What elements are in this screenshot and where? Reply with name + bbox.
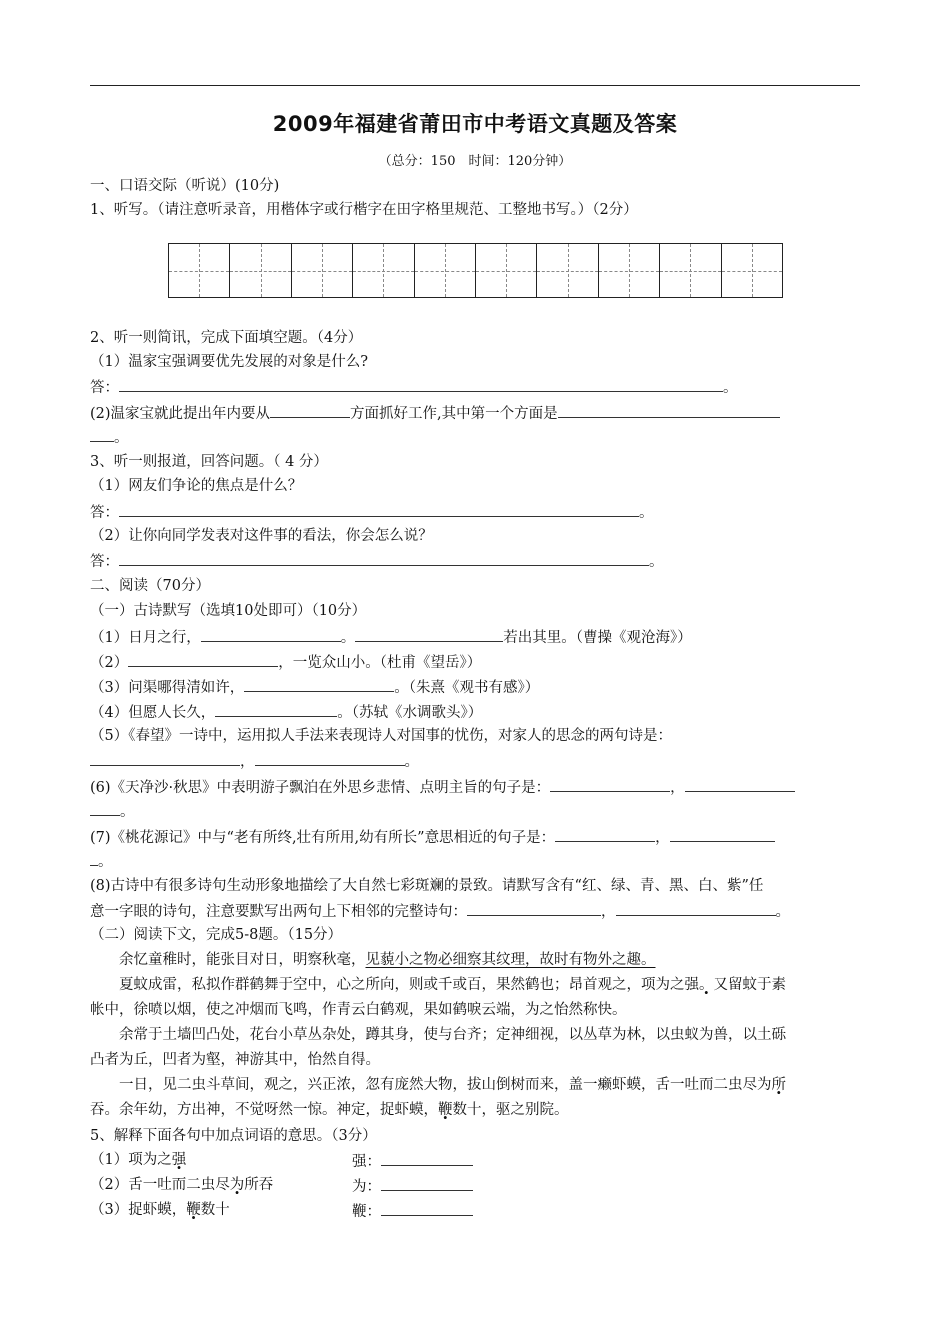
- poetry-item-1: （1）日月之行， 。 若出其里。（曹操《观沧海》）: [90, 626, 865, 648]
- question-3-1: （1）网友们争论的焦点是什么？: [90, 478, 303, 494]
- grid-cell[interactable]: [660, 244, 721, 297]
- dotted-word: 强: [171, 1152, 187, 1168]
- passage-line-3: 帐中，徐喷以烟，使之冲烟而飞鸣，作青云白鹤观，果如鹤唳云端，为之怡然称快。: [90, 1002, 627, 1018]
- grid-cell[interactable]: [169, 244, 230, 297]
- question-3-2: （2）让你向同学发表对这件事的看法，你会怎么说？: [90, 528, 433, 544]
- passage-line-6: 一日，见二虫斗草间，观之，兴正浓，忽有庞然大物，拔山倒树而来，盖一癞虾蟆，舌一吐而二虫尽为所: [119, 1077, 786, 1093]
- question-2-2: (2)温家宝就此提出年内要从 方面抓好工作,其中第一个方面是: [90, 402, 865, 424]
- answer-line: 答： 。: [90, 550, 865, 572]
- answer-blank[interactable]: [128, 651, 278, 667]
- answer-line: 答： 。: [90, 376, 865, 398]
- answer-blank[interactable]: [270, 402, 350, 418]
- answer-line: ， 。: [90, 750, 865, 772]
- grid-cell[interactable]: [415, 244, 476, 297]
- answer-blank[interactable]: [244, 676, 394, 692]
- answer-blank[interactable]: [381, 1150, 473, 1166]
- answer-blank[interactable]: [381, 1200, 473, 1216]
- top-rule: [90, 85, 860, 86]
- grid-cell[interactable]: [476, 244, 537, 297]
- grid-cell[interactable]: [230, 244, 291, 297]
- answer-blank[interactable]: [90, 750, 240, 766]
- dotted-word: 为: [229, 1177, 245, 1193]
- answer-blank[interactable]: [255, 750, 405, 766]
- underlined-sentence: 见藐小之物必细察其纹理，故时有物外之趣。: [365, 952, 656, 968]
- dotted-word: 强: [684, 977, 699, 993]
- answer-blank[interactable]: [215, 701, 337, 717]
- dotted-word: 鞭: [186, 1202, 201, 1218]
- q5-row-2-answer: 为：: [352, 1175, 473, 1197]
- grid-cell[interactable]: [599, 244, 660, 297]
- q5-row-1: （1）项为之强 强：: [90, 1150, 865, 1170]
- answer-blank[interactable]: [119, 376, 723, 392]
- poetry-item-8: (8)古诗中有很多诗句生动形象地描绘了大自然七彩斑斓的景致。请默写含有“红、绿、青、黑、白、紫”任: [90, 878, 764, 894]
- reading-heading: （二）阅读下文，完成5-8题。（15分）: [90, 927, 343, 943]
- answer-blank[interactable]: [201, 626, 341, 642]
- question-2: 2、听一则简讯，完成下面填空题。（4分）: [90, 330, 363, 346]
- poetry-item-5: （5）《春望》一诗中，运用拟人手法来表现诗人对国事的忧伤，对家人的思念的两句诗是：: [90, 728, 672, 744]
- answer-blank[interactable]: [90, 850, 98, 866]
- poetry-heading: （一）古诗默写（选填10处即可）（10分）: [90, 603, 367, 619]
- dictation-grid[interactable]: [168, 243, 783, 298]
- poetry-item-7: (7)《桃花源记》中与“老有所终,壮有所用,幼有所长”意思相近的句子是： ，: [90, 826, 865, 848]
- q5-row-3: （3）捉虾蟆，鞭数十 鞭：: [90, 1200, 865, 1220]
- poetry-item-2: （2） ，一览众山小。（杜甫《望岳》）: [90, 651, 865, 673]
- passage-line-7: 吞。余年幼，方出神，不觉呀然一惊。神定，捉虾蟆，鞭数十，驱之别院。: [90, 1102, 569, 1118]
- grid-cell[interactable]: [537, 244, 598, 297]
- q5-row-1-answer: 强：: [352, 1150, 473, 1172]
- poetry-item-8-cont: 意一字眼的诗句，注意要默写出两句上下相邻的完整诗句： ， 。: [90, 900, 865, 922]
- answer-blank[interactable]: [90, 426, 114, 442]
- question-1: 1、听写。（请注意听录音，用楷体字或行楷字在田字格里规范、工整地书写。）（2分）: [90, 202, 638, 218]
- q5-row-3-answer: 鞭：: [352, 1200, 473, 1222]
- passage-line-4: 余常于土墙凹凸处，花台小草丛杂处，蹲其身，使与台齐；定神细视，以丛草为林，以虫蚁为兽，以土砾: [119, 1027, 786, 1043]
- answer-blank[interactable]: [381, 1175, 473, 1191]
- answer-blank[interactable]: [550, 776, 670, 792]
- poetry-item-4: （4）但愿人长久， 。（苏轼《水调歌头》）: [90, 701, 865, 723]
- answer-blank[interactable]: [616, 900, 776, 916]
- answer-blank[interactable]: [355, 626, 503, 642]
- question-2-1: （1）温家宝强调要优先发展的对象是什么?: [90, 354, 368, 370]
- grid-cell[interactable]: [353, 244, 414, 297]
- page-title: 2009年福建省莆田市中考语文真题及答案: [272, 112, 678, 136]
- question-3: 3、听一则报道，回答问题。（ 4 分）: [90, 454, 328, 470]
- answer-blank[interactable]: [467, 900, 601, 916]
- answer-line: 答： 。: [90, 501, 865, 523]
- answer-line: 。: [90, 426, 865, 448]
- answer-blank[interactable]: [685, 776, 795, 792]
- answer-blank[interactable]: [119, 550, 649, 566]
- answer-line: 。: [90, 800, 865, 822]
- poetry-item-3: （3）问渠哪得清如许， 。（朱熹《观书有感》）: [90, 676, 865, 698]
- question-5: 5、解释下面各句中加点词语的意思。（3分）: [90, 1128, 377, 1144]
- passage-line-5: 凸者为丘，凹者为壑，神游其中，怡然自得。: [90, 1052, 380, 1068]
- q5-row-2: （2）舌一吐而二虫尽为所吞 为：: [90, 1175, 865, 1195]
- poetry-item-6: (6)《天净沙·秋思》中表明游子飘泊在外思乡悲情、点明主旨的句子是： ，: [90, 776, 865, 798]
- section-1-heading: 一、口语交际（听说）(10分): [90, 178, 280, 194]
- passage-line-2: 夏蚊成雷，私拟作群鹤舞于空中，心之所向，则或千或百，果然鹤也；昂首观之，项为之强。又留蚊于素: [119, 977, 786, 993]
- answer-line: 。: [90, 850, 865, 872]
- grid-cell[interactable]: [722, 244, 782, 297]
- page-subtitle: （总分：150 时间：120分钟）: [378, 154, 572, 169]
- passage-line-1: 余忆童稚时，能张目对日，明察秋毫，见藐小之物必细察其纹理，故时有物外之趣。: [119, 952, 656, 968]
- answer-blank[interactable]: [670, 826, 775, 842]
- answer-blank[interactable]: [555, 826, 655, 842]
- dotted-word: 为: [757, 1077, 772, 1093]
- answer-blank[interactable]: [558, 402, 780, 418]
- dotted-word: 鞭: [438, 1102, 453, 1118]
- answer-blank[interactable]: [119, 501, 639, 517]
- section-2-heading: 二、阅读（70分）: [90, 578, 210, 594]
- answer-blank[interactable]: [90, 800, 120, 816]
- grid-cell[interactable]: [292, 244, 353, 297]
